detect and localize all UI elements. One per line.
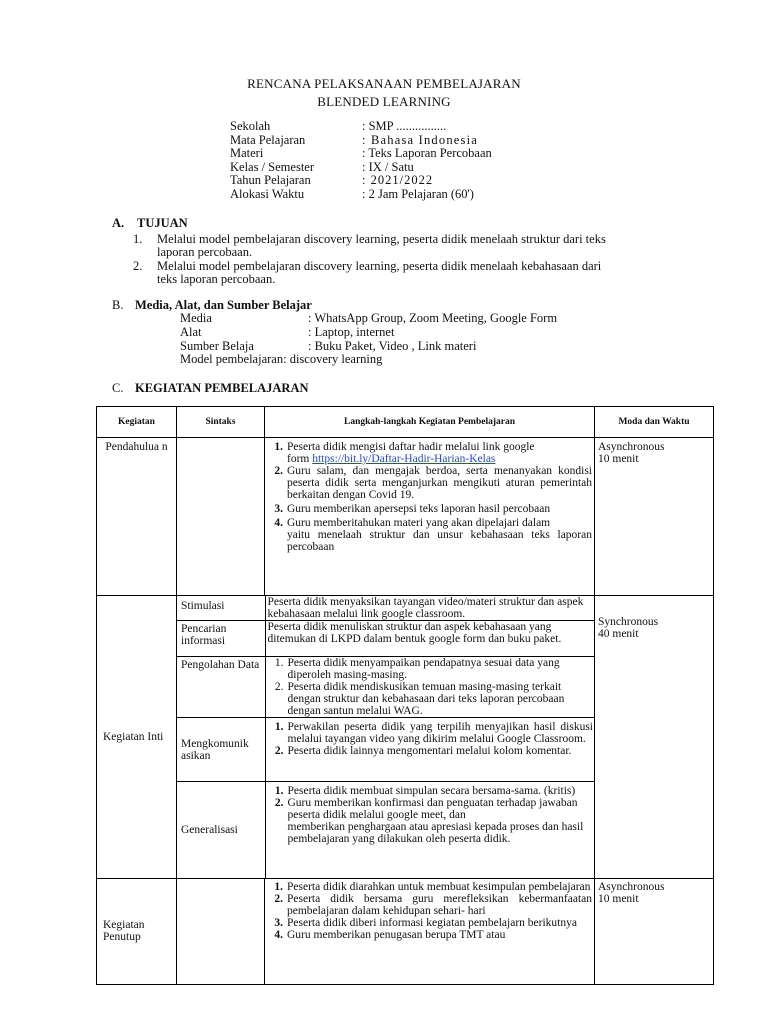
identity-row: Alokasi Waktu : 2 Jam Pelajaran (60') (230, 186, 474, 201)
kegiatan-pendahuluan: Pendahulua n (97, 438, 177, 596)
kegiatan-inti: Kegiatan Inti (97, 596, 177, 879)
identity-block (230, 120, 492, 202)
list-item: 1. Perwakilan peserta didik yang terpilih menyajikan hasil diskusi melalui tayangan video yang dikirim melalui Google Classroom. (274, 721, 593, 745)
steps-pendahuluan (265, 438, 595, 596)
table-row (97, 596, 714, 879)
sintaks-generalisasi: Generalisasi (177, 782, 265, 878)
list-item: 1. Melalui model pembelajaran discovery learning, peserta didik menelaah struktur dari teks (133, 232, 606, 246)
media-row: Model pembelajaran : discovery learning (180, 352, 383, 367)
sintaks-empty (177, 878, 265, 984)
sintaks-empty (177, 438, 265, 596)
list-item: 2. Peserta didik bersama guru merefleksikan kebermanfaatan pembelajaran dalam kehidupan sehari- hari (274, 892, 592, 917)
list-item: 2. Peserta didik mendiskusikan temuan masing-masing terkait dengan struktur dan kebahasaan dari teks laporan percobaan dengan santun melalui WAG. (274, 681, 565, 717)
list-item: 1. Peserta didik membuat simpulan secara bersama-sama. (kritis) (274, 785, 576, 797)
sintaks-pengolahan: Pengolahan Data (177, 657, 265, 718)
list-item: 4. Guru memberikan penugasan berupa TMT atau (274, 928, 506, 941)
moda-penutup: Asynchronous 10 menit (595, 878, 714, 984)
table-row (177, 596, 595, 621)
step-stimulasi: Peserta didik menyaksikan tayangan video/materi struktur dan aspek kebahasaan melalui link google classroom. (265, 596, 595, 621)
table-row (177, 718, 595, 782)
table-row (97, 878, 714, 984)
inti-subtable (177, 596, 595, 878)
col-header-langkah: Langkah-langkah Kegiatan Pembelajaran (265, 407, 595, 438)
activities-table (96, 406, 714, 985)
objectives-list (133, 233, 713, 286)
col-header-moda: Moda dan Waktu (595, 407, 714, 438)
table-header-row (97, 407, 714, 438)
list-item: 1. Peserta didik diarahkan untuk membuat kesimpulan pembelajaran (274, 880, 591, 893)
steps-mengkomunikasikan (265, 718, 595, 782)
step-pencarian: Peserta didik menuliskan struktur dan aspek kebahasaan yang ditemukan di LKPD dalam bentuk google form dan buku paket. (265, 621, 595, 657)
list-item: 4. Guru memberitahukan materi yang akan dipelajari dalam (274, 517, 551, 529)
identity-row: Materi : Teks Laporan Percobaan (230, 146, 492, 161)
list-item-cont: memberikan penghargaan atau apresiasi kepada proses dan hasil pembelajaran yang dilakukan oleh peserta didik. (287, 821, 584, 845)
list-item: 2. Peserta didik lainnya mengomentari melalui kolom komentar. (274, 745, 572, 757)
table-row (177, 657, 595, 718)
sintaks-mengkomunikasikan: Mengkomunik asikan (177, 718, 265, 782)
list-item: 2. Melalui model pembelajaran discovery learning, peserta didik menelaah kebahasaan dari (133, 259, 602, 273)
identity-row: Tahun Pelajaran : 2021/2022 (230, 173, 434, 188)
list-item: 2. Guru memberikan konfirmasi dan penguatan terhadap jawaban peserta didik melalui google meet, dan (274, 797, 578, 821)
col-header-kegiatan: Kegiatan (97, 407, 177, 438)
moda-pendahuluan: Asynchronous 10 menit (595, 438, 714, 596)
identity-row: Kelas / Semester : IX / Satu (230, 159, 414, 174)
doc-subtitle: BLENDED LEARNING (317, 94, 451, 109)
media-row: Alat : Laptop, internet (180, 324, 395, 339)
table-row (97, 438, 714, 596)
table-row (177, 782, 595, 878)
list-item: 3. Guru memberikan apersepsi teks laporan hasil percobaan (274, 503, 551, 515)
list-item-cont: yaitu menelaah struktur dan unsur kebahasaan teks laporan percobaan (287, 529, 592, 553)
list-item: 3. Peserta didik diberi informasi kegiatan pembelajarn berikutnya (274, 916, 577, 929)
col-header-sintaks: Sintaks (177, 407, 265, 438)
section-a-heading: TUJUAN (137, 216, 188, 230)
section-c-letter: C. (112, 381, 124, 395)
identity-row: Sekolah : SMP ................ (230, 119, 447, 133)
moda-inti: Synchronous 40 menit (595, 596, 714, 879)
section-b-heading: Media, Alat, dan Sumber Belajar (135, 298, 312, 312)
list-item-cont: teks laporan percobaan. (157, 272, 276, 286)
list-item: 1. Peserta didik menyampaikan pendapatnya sesuai data yang diperoleh masing-masing. (274, 657, 560, 681)
list-item-cont: laporan percobaan. (157, 245, 253, 259)
doc-title: RENCANA PELAKSANAAN PEMBELAJARAN (247, 76, 521, 91)
identity-row: Mata Pelajaran : Bahasa Indonesia (230, 132, 479, 147)
steps-pengolahan (265, 657, 595, 718)
section-a-letter: A. (112, 216, 125, 230)
sintaks-stimulasi: Stimulasi (177, 596, 265, 621)
section-b-letter: B. (112, 298, 124, 312)
steps-generalisasi (265, 782, 595, 878)
inti-inner (177, 596, 595, 879)
kegiatan-penutup: Kegiatan Penutup (97, 878, 177, 984)
list-item: 2. Guru salam, dan mengajak berdoa, serta menanyakan kondisi peserta didik serta menganjurkan mengikuti aturan pemerintah berkaitan dengan Covid 19. (274, 465, 592, 501)
media-row: Sumber Belaja : Buku Paket, Video , Link materi (180, 338, 477, 353)
media-row: Media : WhatsApp Group, Zoom Meeting, Google Form (180, 311, 558, 325)
media-block (180, 312, 557, 367)
attendance-link[interactable]: https://bit.ly/Daftar-Hadir-Harian-Kelas (312, 453, 496, 465)
sintaks-pencarian: Pencarian informasi (177, 621, 265, 657)
steps-penutup (265, 878, 595, 984)
list-item: 1. Peserta didik mengisi daftar hadir melalui link google form https://bit.ly/Daftar-Hadir-Harian-Kelas (274, 441, 535, 465)
table-row (177, 621, 595, 657)
section-c-heading: KEGIATAN PEMBELAJARAN (135, 381, 309, 395)
